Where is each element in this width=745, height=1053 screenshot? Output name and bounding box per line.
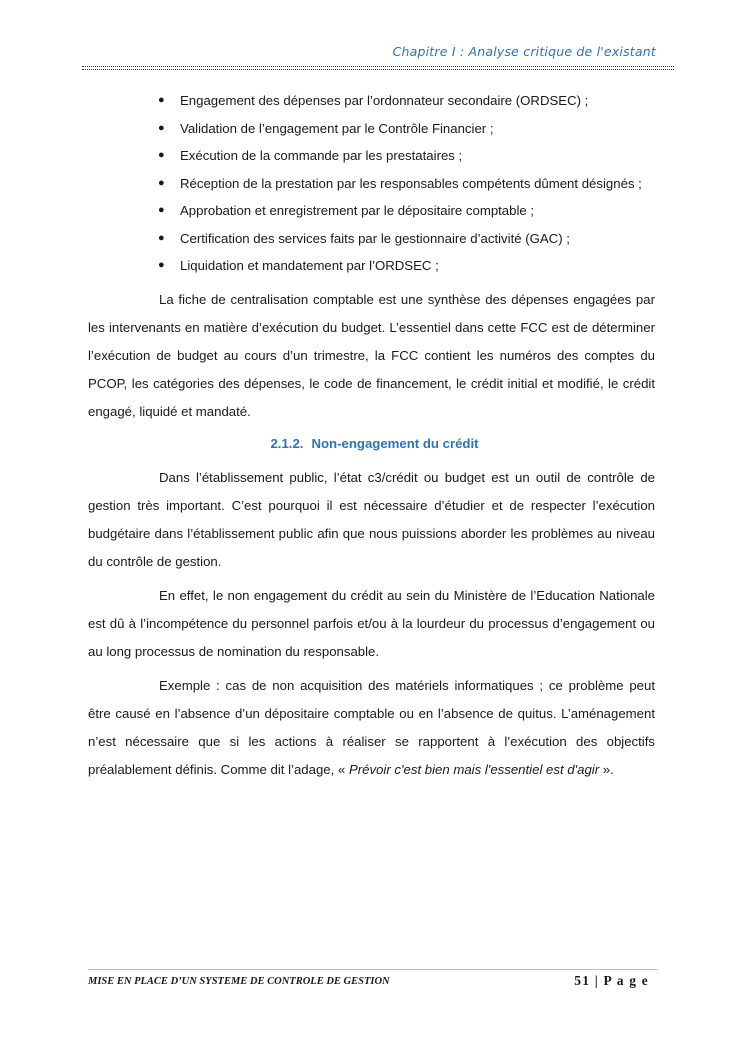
header-divider-secondary [82,69,674,70]
bullet-icon: ● [158,121,165,134]
paragraph-exemple: Exemple : cas de non acquisition des matériels informatiques ; ce problème peut être causé en l’absence d’un dépositaire comptable ou en l’absence de quitus. L’aménagement n’est nécessaire que si les actions à réaliser se rapportent à l’exécution des objectifs préalablement définis. Comme dit l’adage, « Prévoir c'est bien mais l'essentiel est d'agir ». [88,677,655,777]
footer-title: MISE EN PLACE D’UN SYSTEME DE CONTROLE DE GESTION [88,976,390,987]
footer-divider [88,969,658,970]
list-item: ● Liquidation et mandatement par l’ORDSEC ; [88,252,655,280]
section-title: Non-engagement du crédit [311,435,479,451]
list-item: ● Certification des services faits par le gestionnaire d’activité (GAC) ; [88,225,655,253]
bullet-icon: ● [158,176,165,189]
list-item: ● Engagement des dépenses par l’ordonnateur secondaire (ORDSEC) ; [88,87,655,115]
bullet-icon: ● [158,94,165,106]
bullet-icon: ● [158,204,165,216]
header-divider [82,66,674,67]
list-item: ● Validation de l’engagement par le Contrôle Financier ; [88,115,655,143]
bullet-list [88,87,655,280]
list-item: ● Exécution de la commande par les prestataires ; [88,142,655,170]
quote-text: Prévoir c'est bien mais l'essentiel est d'agir [348,761,600,777]
bullet-icon: ● [158,259,165,271]
list-item: ● Réception de la prestation par les responsables compétents dûment désignés ; [88,170,655,198]
bullet-icon: ● [158,149,165,161]
page-number: 51 | P a g e [574,973,649,988]
page-body [88,87,655,784]
paragraph-etat-c3: Dans l’établissement public, l’état c3/crédit ou budget est un outil de contrôle de gestion très important. C’est pourquoi il est nécessaire d’étudier et de respecter l’exécution budgétaire dans l’établissement public afin que nous puissions aborder les problèmes au niveau du contrôle de gestion. [88,469,655,569]
section-number: 2.1.2. [270,435,304,451]
paragraph-non-engagement: En effet, le non engagement du crédit au sein du Ministère de l’Education Nationale est dû à l’incompétence du personnel parfois et/ou à la lourdeur du processus d’engagement ou au long processus de nomination du responsable. [88,587,655,659]
section-heading [88,430,655,458]
chapter-header: Chapitre I : Analyse critique de l'existant [392,44,656,59]
paragraph-fcc: La fiche de centralisation comptable est une synthèse des dépenses engagées par les intervenants en matière d’exécution du budget. L’essentiel dans cette FCC est de déterminer l’exécution de budget au cours d’un trimestre, la FCC contient les numéros des comptes du PCOP, les catégories des dépenses, le code de financement, le crédit initial et modifié, le crédit engagé, liquidé et mandaté. [88,291,655,419]
list-item: ● Approbation et enregistrement par le dépositaire comptable ; [88,197,655,225]
bullet-icon: ● [158,231,165,244]
